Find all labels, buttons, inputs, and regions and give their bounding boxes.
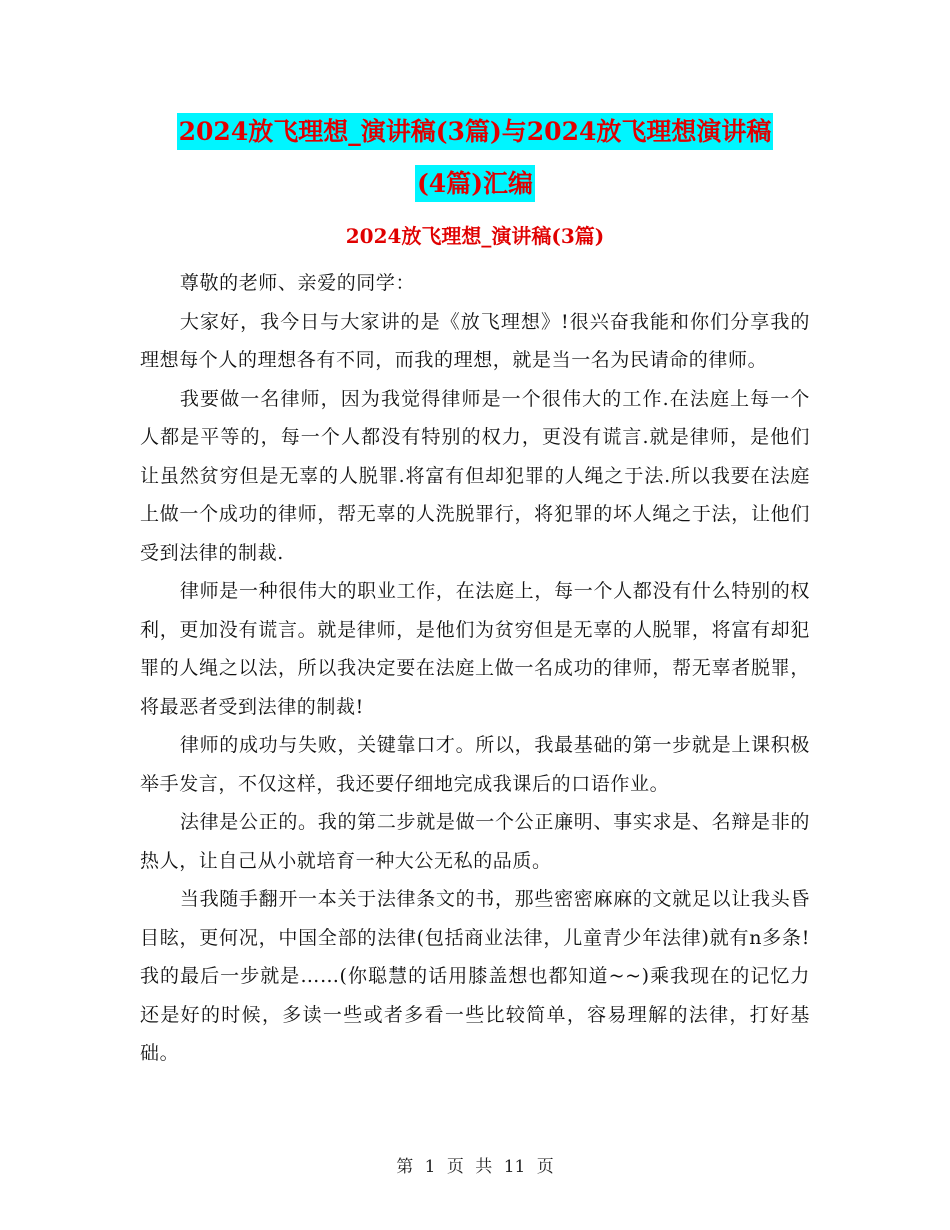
paragraph: 尊敬的老师、亲爱的同学： [179, 272, 416, 294]
document-title [140, 106, 810, 210]
document-title-line2: (4篇)汇编 [415, 165, 535, 202]
paragraph: 律师的成功与失败，关键靠口才。所以，我最基础的第一步就是上课积极举手发言，不仅这样，我还要仔细地完成我课后的口语作业。 [140, 734, 810, 795]
paragraph: 大家好，我今日与大家讲的是《放飞理想》!很兴奋我能和你们分享我的理想每个人的理想各有不同，而我的理想，就是当一名为民请命的律师。 [140, 310, 810, 371]
paragraph: 当我随手翻开一本关于法律条文的书，那些密密麻麻的文就足以让我头昏目眩，更何况，中国全部的法律(包括商业法律，儿童青少年法律)就有n多条!我的最后一步就是……(你聪慧的话用膝盖想也都知道~~)乘我现在的记忆力还是好的时候，多读一些或者多看一些比较简单，容易理解的法律，打好基础。 [140, 888, 810, 1064]
paragraph: 法律是公正的。我的第二步就是做一个公正廉明、事实求是、名辩是非的热人，让自己从小就培育一种大公无私的品质。 [140, 811, 810, 872]
page-footer: 第 1 页 共 11 页 [396, 1157, 554, 1177]
document-body [140, 264, 810, 1073]
paragraph: 律师是一种很伟大的职业工作，在法庭上，每一个人都没有什么特别的权利，更加没有谎言。就是律师，是他们为贫穷但是无辜的人脱罪，将富有却犯罪的人绳之以法，所以我决定要在法庭上做一名成功的律师，帮无辜者脱罪，将最恶者受到法律的制裁! [140, 580, 810, 718]
paragraph: 我要做一名律师，因为我觉得律师是一个很伟大的工作.在法庭上每一个人都是平等的，每一个人都没有特别的权力，更没有谎言.就是律师，是他们让虽然贫穷但是无辜的人脱罪.将富有但却犯罪的人绳之于法.所以我要在法庭上做一个成功的律师，帮无辜的人洗脱罪行，将犯罪的坏人绳之于法，让他们受到法律的制裁. [140, 387, 810, 564]
document-title-line1: 2024放飞理想_演讲稿(3篇)与2024放飞理想演讲稿 [177, 113, 774, 150]
section-title: 2024放飞理想_演讲稿(3篇) [345, 224, 605, 248]
